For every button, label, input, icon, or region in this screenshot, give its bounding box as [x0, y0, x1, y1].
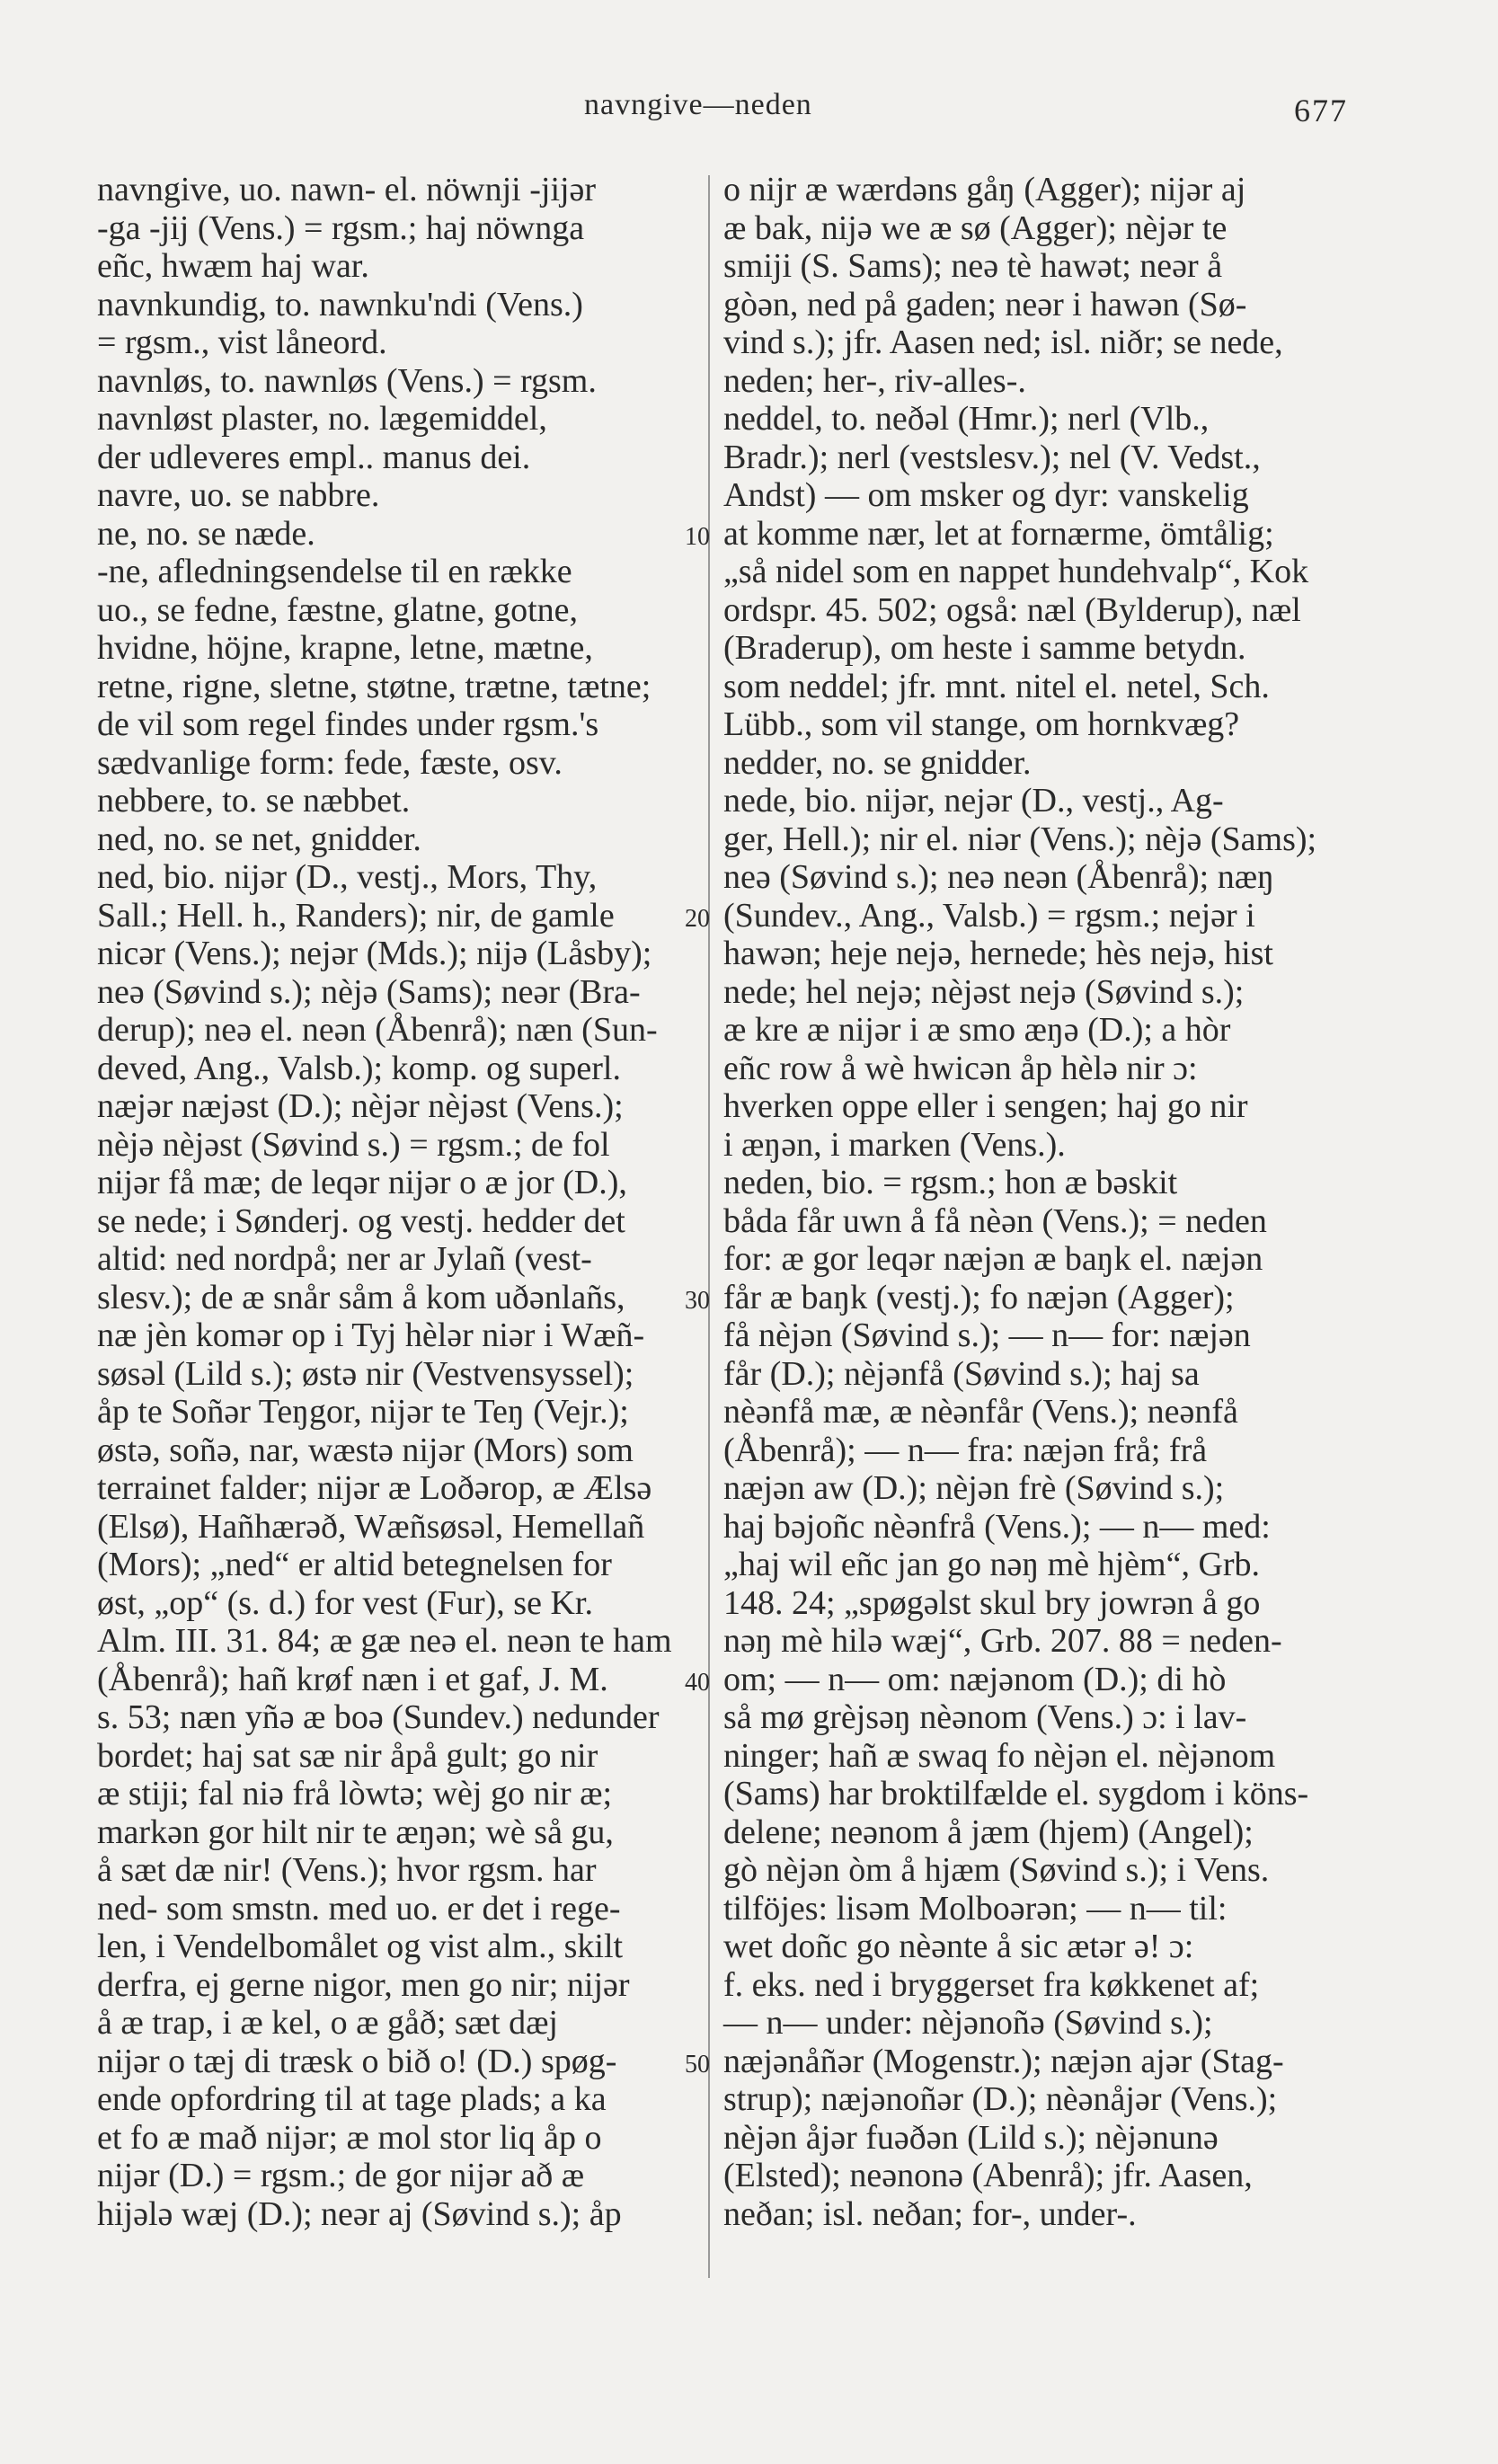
text-line: eñc row å wè hwicən åp hèlə nir ɔ: — [723, 1049, 1198, 1087]
text-line: for: æ gor leqər næjən æ baŋk el. næjən — [723, 1240, 1263, 1278]
text-line: østə, soñə, nar, wæstə nijər (Mors) som — [97, 1431, 634, 1469]
text-line: hverken oppe eller i sengen; haj go nir — [723, 1087, 1248, 1125]
text-line: navnkundig, to. nawnku'ndi (Vens.) — [97, 285, 583, 324]
text-line: nèjə nèjəst (Søvind s.) = rgsm.; de fol — [97, 1125, 610, 1164]
right-column — [723, 171, 1370, 2233]
text-line: haj bəjoñc nèənfrå (Vens.); — n— med: — [723, 1507, 1271, 1546]
text-line: neddel, to. neðəl (Hmr.); nerl (Vlb., — [723, 400, 1210, 438]
page-number: 677 — [1294, 93, 1348, 129]
text-line: Sall.; Hell. h., Randers); nir, de gamle — [97, 896, 615, 935]
text-line: len, i Vendelbomålet og vist alm., skilt — [97, 1928, 624, 1965]
text-line: nijər (D.) = rgsm.; de gor nijər að æ — [97, 2157, 585, 2194]
text-line: nèjən åjər fuəðən (Lild s.); nèjənunə — [723, 2118, 1219, 2157]
text-line: næjər næjəst (D.); nèjər nèjəst (Vens.); — [97, 1087, 624, 1125]
text-line: altid: ned nordpå; ner ar Jylañ (vest- — [97, 1240, 592, 1278]
text-line: som neddel; jfr. mnt. nitel el. netel, Sch. — [723, 667, 1270, 705]
text-line: nəŋ mè hilə wæj“, Grb. 207. 88 = neden- — [723, 1622, 1282, 1660]
text-line: æ kre æ nijər i æ smo æŋə (D.); a hòr — [723, 1011, 1231, 1049]
text-line: (Sundev., Ang., Valsb.) = rgsm.; nejər i — [723, 896, 1255, 935]
text-line: terrainet falder; nijər æ Loðərop, æ Ælsə — [97, 1469, 652, 1507]
line-number: 30 — [685, 1287, 710, 1315]
text-line: s. 53; næn yñə æ boə (Sundev.) nedunder — [97, 1698, 660, 1736]
text-line: få nèjən (Søvind s.); — n— for: næjən — [723, 1316, 1251, 1354]
text-line: sædvanlige form: fede, fæste, osv. — [97, 743, 563, 782]
text-line: smiji (S. Sams); neə tè hawət; neər å — [723, 247, 1223, 285]
text-line: ninger; hañ æ swaq fo nèjən el. nèjənom — [723, 1736, 1276, 1775]
text-line: se nede; i Sønderj. og vestj. hedder det — [97, 1201, 625, 1240]
line-number: 50 — [685, 2051, 710, 2078]
text-line: f. eks. ned i bryggerset fra køkkenet af; — [723, 1965, 1260, 2004]
text-line: nijər få mæ; de leqər nijər o æ jor (D.), — [97, 1164, 627, 1201]
text-line: får æ baŋk (vestj.); fo næjən (Agger); — [723, 1278, 1235, 1316]
text-line: å æ trap, i æ kel, o æ gåð; sæt dæj — [97, 2004, 558, 2042]
text-line: åp te Soñər Teŋgor, nijər te Teŋ (Vejr.); — [97, 1393, 629, 1431]
column-divider — [708, 175, 710, 2278]
text-line: at komme nær, let at fornærme, ömtålig; — [723, 514, 1274, 553]
text-line: får (D.); nèjənfå (Søvind s.); haj sa — [723, 1354, 1200, 1393]
text-line: Andst) — om msker og dyr: vanskelig — [723, 476, 1249, 514]
text-line: nede, bio. nijər, nejər (D., vestj., Ag- — [723, 782, 1224, 820]
text-line: ned, no. se net, gnidder. — [97, 820, 421, 858]
left-column — [97, 171, 690, 2233]
text-line: wet doñc go nèənte å sic ætər ə! ɔ: — [723, 1928, 1194, 1965]
text-line: øst, „op“ (s. d.) for vest (Fur), se Kr. — [97, 1583, 593, 1622]
text-line: 148. 24; „spøgəlst skul bry jowrən å go — [723, 1583, 1261, 1622]
text-line: -ne, afledningsendelse til en række — [97, 553, 572, 590]
text-line: (Elsted); neənonə (Abenrå); jfr. Aasen, — [723, 2157, 1253, 2194]
text-line: neðan; isl. neðan; for-, under-. — [723, 2194, 1137, 2233]
text-line: Lübb., som vil stange, om hornkvæg? — [723, 705, 1240, 743]
text-line: slesv.); de æ snår såm å kom uðənlañs, — [97, 1278, 625, 1316]
text-line: ned- som smstn. med uo. er det i rege- — [97, 1889, 621, 1928]
text-line: (Braderup), om heste i samme betydn. — [723, 629, 1246, 667]
text-line: neə (Søvind s.); neə neən (Åbenrå); næŋ — [723, 858, 1274, 896]
text-line: neə (Søvind s.); nèjə (Sams); neər (Bra- — [97, 972, 641, 1011]
text-line: æ stiji; fal niə frå lòwtə; wèj go nir æ; — [97, 1775, 613, 1813]
text-line: -ga -jij (Vens.) = rgsm.; haj nöwnga — [97, 208, 585, 247]
text-line: deved, Ang., Valsb.); komp. og superl. — [97, 1049, 621, 1087]
text-line: navre, uo. se nabbre. — [97, 476, 380, 514]
text-line: næ jèn komər op i Tyj hèlər niər i Wæñ- — [97, 1316, 645, 1354]
text-line: navngive, uo. nawn- el. nöwnji -jijər — [97, 171, 597, 208]
text-line: (Mors); „ned“ er altid betegnelsen for — [97, 1546, 612, 1583]
text-line: ende opfordring til at tage plads; a ka — [97, 2080, 607, 2118]
text-line: ordspr. 45. 502; også: næl (Bylderup), næl — [723, 590, 1301, 629]
text-line: ned, bio. nijər (D., vestj., Mors, Thy, — [97, 858, 598, 896]
text-line: delene; neənom å jæm (hjem) (Angel); — [723, 1813, 1254, 1851]
text-line: Alm. III. 31. 84; æ gæ neə el. neən te ham — [97, 1622, 672, 1660]
text-line: — n— under: nèjənoñə (Søvind s.); — [723, 2004, 1213, 2042]
text-line: uo., se fedne, fæstne, glatne, gotne, — [97, 590, 579, 629]
running-head: navngive—neden — [584, 88, 812, 121]
text-line: næjənåñər (Mogenstr.); næjən ajər (Stag- — [723, 2042, 1284, 2080]
text-line: der udleveres empl.. manus dei. — [97, 438, 531, 476]
text-line: næjən aw (D.); nèjən frè (Søvind s.); — [723, 1469, 1225, 1507]
text-line: vind s.); jfr. Aasen ned; isl. niðr; se nede, — [723, 324, 1283, 361]
line-number: 40 — [685, 1669, 710, 1697]
text-line: ne, no. se næde. — [97, 514, 315, 553]
text-line: strup); næjənoñər (D.); nèənåjər (Vens.); — [723, 2080, 1278, 2118]
text-line: o nijr æ wærdəns gåŋ (Agger); nijər aj — [723, 171, 1246, 208]
text-line: bordet; haj sat sæ nir åpå gult; go nir — [97, 1736, 598, 1775]
text-line: markən gor hilt nir te æŋən; wè så gu, — [97, 1813, 614, 1851]
text-line: „haj wil eñc jan go nəŋ mè hjèm“, Grb. — [723, 1546, 1261, 1583]
text-line: neden, bio. = rgsm.; hon æ bəskit — [723, 1164, 1178, 1201]
text-line: (Elsø), Hañhærəð, Wæñsøsəl, Hemellañ — [97, 1507, 645, 1546]
text-line: om; — n— om: næjənom (D.); di hò — [723, 1660, 1227, 1698]
text-line: (Åbenrå); — n— fra: næjən frå; frå — [723, 1431, 1208, 1469]
text-line: tilföjes: lisəm Molboərən; — n— til: — [723, 1889, 1228, 1928]
text-line: gò nèjən òm å hjæm (Søvind s.); i Vens. — [723, 1851, 1270, 1889]
text-line: derup); neə el. neən (Åbenrå); næn (Sun- — [97, 1011, 658, 1049]
text-line: så mø grèjsəŋ nèənom (Vens.) ɔ: i lav- — [723, 1698, 1247, 1736]
text-line: navnløst plaster, no. lægemiddel, — [97, 400, 547, 438]
text-line: (Åbenrå); hañ krøf næn i et gaf, J. M. — [97, 1660, 608, 1698]
text-line: nedder, no. se gnidder. — [723, 743, 1032, 782]
text-line: (Sams) har broktilfælde el. sygdom i köns- — [723, 1775, 1309, 1813]
text-line: navnløs, to. nawnløs (Vens.) = rgsm. — [97, 361, 597, 400]
text-line: nèənfå mæ, æ nèənfår (Vens.); neənfå — [723, 1393, 1238, 1431]
text-line: hawən; heje nejə, hernede; hès nejə, hist — [723, 935, 1273, 972]
text-line: gòən, ned på gaden; neər i hawən (Sø- — [723, 285, 1247, 324]
text-line: å sæt dæ nir! (Vens.); hvor rgsm. har — [97, 1851, 597, 1889]
text-line: retne, rigne, sletne, støtne, trætne, tætne; — [97, 667, 651, 705]
line-number: 20 — [685, 905, 710, 933]
text-line: ger, Hell.); nir el. niər (Vens.); nèjə (Sams); — [723, 820, 1317, 858]
text-line: nijər o tæj di træsk o bið o! (D.) spøg- — [97, 2042, 617, 2080]
text-line: eñc, hwæm haj war. — [97, 247, 369, 285]
text-line: derfra, ej gerne nigor, men go nir; nijər — [97, 1965, 630, 2004]
text-line: de vil som regel findes under rgsm.'s — [97, 705, 599, 743]
text-line: båda får uwn å få nèən (Vens.); = neden — [723, 1201, 1267, 1240]
text-line: søsəl (Lild s.); østə nir (Vestvensyssel); — [97, 1354, 634, 1393]
text-line: nicər (Vens.); nejər (Mds.); nijə (Låsby); — [97, 935, 652, 972]
line-number: 10 — [685, 523, 710, 551]
text-line: nebbere, to. se næbbet. — [97, 782, 411, 820]
text-line: et fo æ mað nijər; æ mol stor liq åp o — [97, 2118, 602, 2157]
text-line: nede; hel nejə; nèjəst nejə (Søvind s.); — [723, 972, 1245, 1011]
text-line: Bradr.); nerl (vestslesv.); nel (V. Vedst., — [723, 438, 1261, 476]
text-line: = rgsm., vist låneord. — [97, 324, 387, 361]
text-line: i æŋən, i marken (Vens.). — [723, 1125, 1066, 1164]
text-line: hvidne, höjne, krapne, letne, mætne, — [97, 629, 593, 667]
page-header — [0, 88, 1498, 142]
text-line: neden; her-, riv-alles-. — [723, 361, 1026, 400]
text-line: æ bak, nijə we æ sø (Agger); nèjər te — [723, 208, 1228, 247]
text-line: hijələ wæj (D.); neər aj (Søvind s.); åp — [97, 2194, 622, 2233]
text-line: „så nidel som en nappet hundehvalp“, Kok — [723, 553, 1309, 590]
